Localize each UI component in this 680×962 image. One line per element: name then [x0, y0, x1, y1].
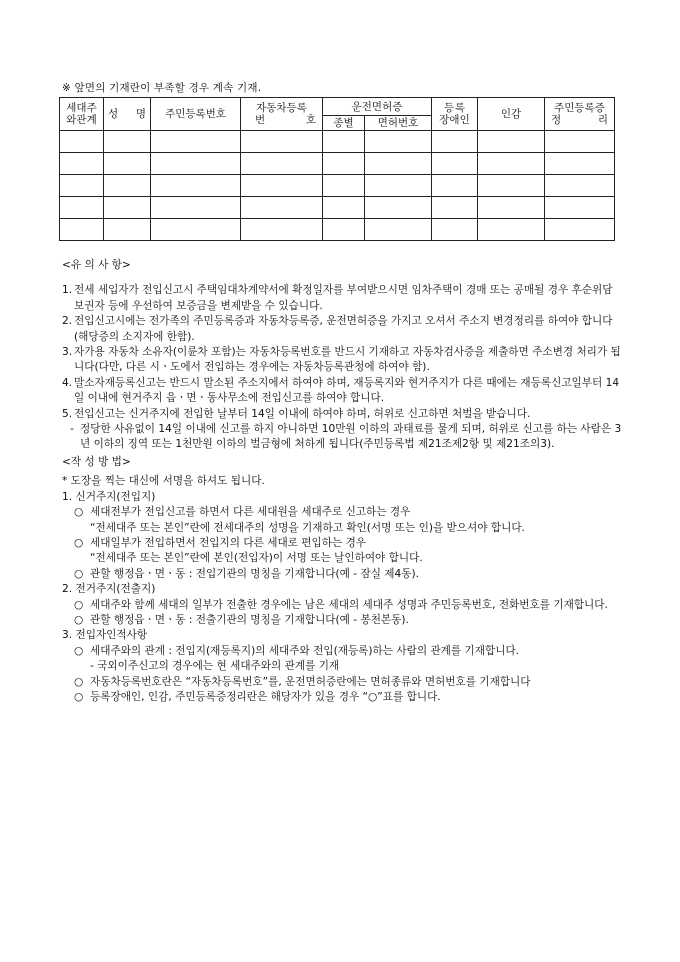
header-drivers-license: 운전면허증	[323, 98, 432, 116]
table-cell[interactable]	[323, 219, 365, 241]
header-id-card-update: 주민등록증 정 리	[545, 98, 615, 131]
circle-bullet-icon: ○	[74, 536, 84, 549]
table-cell[interactable]	[545, 131, 615, 153]
method-bullet: ○ 관할 행정읍ㆍ면ㆍ동 : 전입기관의 명칭을 기재합니다(예 - 잠실 제4동).	[74, 567, 622, 582]
header-seal: 인감	[478, 98, 545, 131]
table-cell[interactable]	[241, 197, 323, 219]
method-bullet: ○ 세대주와 함께 세대의 일부가 전출한 경우에는 남은 세대의 세대주 성명과 주민등록번호, 전화번호를 기재합니다.	[74, 598, 622, 613]
circle-bullet-icon: ○	[74, 598, 84, 611]
table-cell[interactable]	[545, 153, 615, 175]
table-cell[interactable]	[241, 219, 323, 241]
stamp-note: * 도장을 찍는 대신에 서명을 하셔도 됩니다.	[62, 475, 265, 488]
table-cell[interactable]	[432, 219, 478, 241]
table-cell[interactable]	[60, 131, 104, 153]
table-cell[interactable]	[60, 219, 104, 241]
table-cell[interactable]	[241, 175, 323, 197]
notes-heading: <유 의 사 항>	[62, 259, 131, 271]
table-cell[interactable]	[151, 219, 241, 241]
household-members-table	[59, 97, 615, 241]
table-cell[interactable]	[545, 219, 615, 241]
method-bullet: ○ 자동차등록번호란은 “자동차등록번호”를, 운전면허증란에는 면허종류와 면허번호를 기재합니다	[74, 675, 622, 690]
table-cell[interactable]	[323, 131, 365, 153]
table-cell[interactable]	[478, 131, 545, 153]
table-cell[interactable]	[104, 219, 151, 241]
table-cell[interactable]	[323, 175, 365, 197]
table-row	[60, 131, 615, 153]
table-cell[interactable]	[104, 153, 151, 175]
method-bullet: ○ 세대일부가 전입하면서 전입지의 다른 세대로 편입하는 경우	[74, 536, 622, 551]
method-section-title: 2. 전거주지(전출지)	[62, 583, 156, 596]
circle-bullet-icon: ○	[74, 613, 84, 626]
table-row	[60, 197, 615, 219]
table-cell[interactable]	[104, 175, 151, 197]
header-vehicle-no: 자동차등록 번 호	[241, 98, 323, 131]
table-cell[interactable]	[151, 175, 241, 197]
table-cell[interactable]	[478, 219, 545, 241]
table-cell[interactable]	[545, 175, 615, 197]
table-cell[interactable]	[545, 197, 615, 219]
table-cell[interactable]	[365, 197, 432, 219]
header-rrn: 주민등록번호	[151, 98, 241, 131]
note-item: 5. 전입신고는 신거주지에 전입한 날부터 14일 이내에 하여야 하며, 허위로 신고하면 처벌을 받습니다.	[62, 407, 531, 420]
table-row	[60, 219, 615, 241]
table-cell[interactable]	[151, 197, 241, 219]
table-cell[interactable]	[365, 175, 432, 197]
table-row	[60, 153, 615, 175]
note-item: 2. 전입신고시에는 전가족의 주민등록증과 자동차등록증, 운전면허증을 가지고 오셔서 주소지 변경정리를 하여야 합니다(해당증의 소지자에 한함).	[62, 315, 613, 343]
table-cell[interactable]	[432, 153, 478, 175]
method-section-title: 1. 신거주지(전입지)	[62, 490, 156, 503]
method-subtext: “전세대주 또는 본인”란에 본인(전입자)이 서명 또는 날인하여야 합니다.	[90, 552, 423, 565]
table-cell[interactable]	[323, 153, 365, 175]
instructions	[62, 258, 622, 705]
continuation-note: ※ 앞면의 기재란이 부족할 경우 계속 기재.	[62, 82, 262, 94]
circle-bullet-icon: ○	[74, 506, 84, 519]
circle-bullet-icon: ○	[74, 690, 84, 703]
circle-bullet-icon: ○	[74, 675, 84, 688]
table-cell[interactable]	[60, 197, 104, 219]
note-item: 1. 전세 세입자가 전입신고시 주택임대차계약서에 확정일자를 부여받으시면 임차주택이 경매 또는 공매될 경우 후순위담보권자 등에 우선하여 보증금을 변제받을 수 있습니다.	[62, 284, 613, 312]
table-cell[interactable]	[104, 197, 151, 219]
method-heading: <작 성 방 법>	[62, 455, 131, 468]
table-row	[60, 175, 615, 197]
table-cell[interactable]	[60, 153, 104, 175]
table-cell[interactable]	[323, 197, 365, 219]
header-registered-disabled: 등 록 장애인	[432, 98, 478, 131]
table-cell[interactable]	[241, 153, 323, 175]
table-cell[interactable]	[432, 197, 478, 219]
method-subtext: “전세대주 또는 본인”란에 전세대주의 성명을 기재하고 확인(서명 또는 인)을 받으셔야 합니다.	[90, 521, 525, 534]
table-cell[interactable]	[432, 131, 478, 153]
table-cell[interactable]	[478, 153, 545, 175]
header-license-type: 종별	[323, 116, 365, 131]
note-item: 3. 자가용 자동차 소유자(이륜차 포함)는 자동차등록번호를 반드시 기재하고 자동차검사증을 제출하면 주소변경 처리가 됩니다(다만, 다른 시ㆍ도에서 전입하는 경우에는 자동차등록관청에 하여야 함).	[62, 346, 621, 374]
method-section-title: 3. 전입자인적사항	[62, 629, 148, 642]
note-subitem: - 정당한 사유없이 14일 이내에 신고를 하지 아니하면 10만원 이하의 과태료를 물게 되며, 허위로 신고를 하는 사람은 3년 이하의 징역 또는 1천만원 이하의 벌금형에 처하게 됩니다(주민등록법 제21조제2항 및 제21조의3).	[70, 423, 622, 451]
note-item: 4. 말소자재등록신고는 반드시 말소된 주소지에서 하여야 하며, 재등록지와 현거주지가 다른 때에는 재등록신고일부터 14일 이내에 현거주지 읍ㆍ면ㆍ동사무소에 전입신고를 하여야 합니다.	[62, 376, 620, 405]
table-cell[interactable]	[365, 219, 432, 241]
table-cell[interactable]	[365, 153, 432, 175]
header-relation: 세대주 와관계	[60, 98, 104, 131]
method-bullet: ○ 세대전부가 전입신고를 하면서 다른 세대원을 세대주로 신고하는 경우	[74, 505, 622, 520]
table-cell[interactable]	[151, 153, 241, 175]
method-bullet: ○ 등록장애인, 인감, 주민등록증정리란은 해당자가 있을 경우 “○”표를 합니다.	[74, 690, 622, 705]
table-cell[interactable]	[432, 175, 478, 197]
circle-bullet-icon: ○	[74, 644, 84, 657]
table-cell[interactable]	[365, 131, 432, 153]
method-bullet: ○ 세대주와의 관계 : 전입지(재등록지)의 세대주와 전입(재등록)하는 사람의 관계를 기재합니다.	[74, 644, 622, 659]
header-name: 성 명	[104, 98, 151, 131]
method-subtext: - 국외이주신고의 경우에는 현 세대주와의 관계를 기재	[90, 660, 340, 673]
header-license-number: 면허번호	[365, 116, 432, 131]
table-cell[interactable]	[241, 131, 323, 153]
table-cell[interactable]	[478, 197, 545, 219]
method-bullet: ○ 관할 행정읍ㆍ면ㆍ동 : 전출기관의 명칭을 기재합니다(예 - 봉천본동).	[74, 613, 622, 628]
table-cell[interactable]	[104, 131, 151, 153]
table-cell[interactable]	[60, 175, 104, 197]
table-cell[interactable]	[151, 131, 241, 153]
circle-bullet-icon: ○	[74, 567, 84, 580]
table-cell[interactable]	[478, 175, 545, 197]
